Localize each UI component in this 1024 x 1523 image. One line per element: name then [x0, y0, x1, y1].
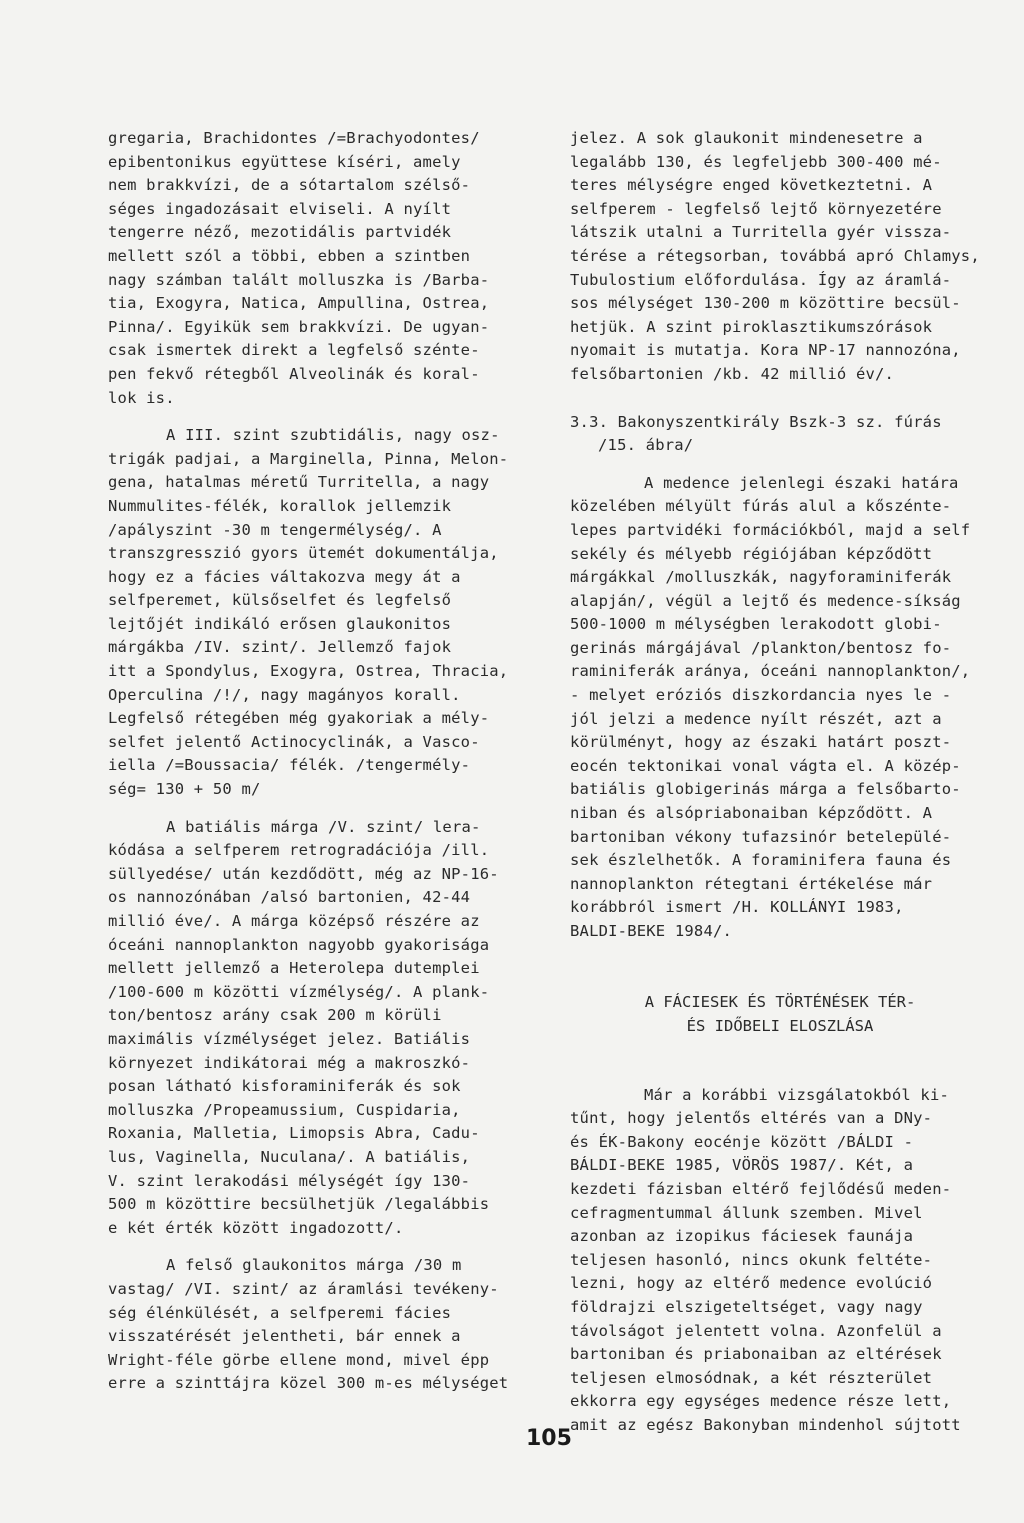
text-line: trigák padjai, a Marginella, Pinna, Melon-: [108, 449, 509, 468]
text-line: gregaria, Brachidontes /=Brachyodontes/: [108, 129, 480, 147]
text-line: és ÉK-Bakony eocénje között /BÁLDI -: [570, 1132, 914, 1151]
text-line: kódása a selfperem retrogradációja /ill.: [108, 841, 490, 860]
text-line: közelében mélyült fúrás alul a kőszénte-: [570, 497, 952, 516]
text-line: Már a korábbi vizsgálatokból ki-: [644, 1085, 950, 1104]
text-line: Tubulostium előfordulása. Így az áramlá-: [570, 270, 952, 289]
text-line: ton/bentosz arány csak 200 m körüli: [108, 1006, 442, 1025]
text-line: sos mélységet 130-200 m közöttire becsül-: [570, 294, 961, 313]
section-gap: [570, 944, 990, 990]
paragraph-gap: [108, 1240, 516, 1254]
text-line: környezet indikátorai még a makroszkó-: [108, 1053, 471, 1072]
text-line: jól jelzi a medence nyílt részét, azt a: [570, 709, 942, 728]
page-number: 105: [526, 1426, 572, 1451]
text-line: azonban az izopikus fáciesek faunája: [570, 1227, 914, 1246]
left-column: [108, 127, 516, 1396]
section-title-line: 3.3. Bakonyszentkirály Bszk-3 sz. fúrás: [570, 412, 942, 431]
section-gap: [570, 1038, 990, 1084]
text-line: molluszka /Propeamussium, Cuspidaria,: [108, 1100, 461, 1119]
text-line: séges ingadozásait elviseli. A nyílt: [108, 199, 452, 218]
text-line: körülményt, hogy az északi határt poszt-: [570, 733, 952, 752]
text-line: pen fekvő rétegből Alveolinák és koral-: [108, 364, 480, 383]
text-line: teljesen hasonló, nincs okunk feltéte-: [570, 1250, 933, 1269]
section-title: [570, 411, 990, 458]
paragraph-right-1: [570, 127, 990, 387]
text-line: selfperem - legfelső lejtő környezetére: [570, 199, 942, 218]
paragraph-left-4: [108, 1254, 516, 1396]
paragraph-gap: [570, 458, 990, 472]
text-line: távolságot jelentett volna. Azonfelül a: [570, 1321, 942, 1340]
text-line: eocén tektonikai vonal vágta el. A közép-: [570, 756, 961, 775]
chapter-title-line: A FÁCIESEK ÉS TÖRTÉNÉSEK TÉR-: [644, 992, 916, 1011]
text-line: teres mélységre enged következtetni. A: [570, 176, 933, 195]
text-line: felsőbartonien /kb. 42 millió év/.: [570, 364, 895, 383]
text-line: mellett jellemző a Heterolepa dutemplei: [108, 959, 480, 978]
paragraph-gap: [108, 802, 516, 816]
text-line: lus, Vaginella, Nuculana/. A batiális,: [108, 1147, 471, 1166]
text-line: lok is.: [108, 388, 175, 407]
text-line: Wright-féle görbe ellene mond, mivel épp: [108, 1350, 490, 1369]
right-column: [570, 127, 990, 1438]
text-line: - melyet eróziós diszkordancia nyes le -: [570, 686, 952, 705]
paragraph-right-3: [570, 1084, 990, 1438]
text-line: óceáni nannoplankton nagyobb gyakorisága: [108, 935, 490, 954]
text-line: ség élénkülését, a selfperemi fácies: [108, 1303, 452, 1322]
text-line: os nannozónában /alsó bartonien, 42-44: [108, 888, 471, 907]
text-line: itt a Spondylus, Exogyra, Ostrea, Thracia,: [108, 662, 509, 681]
text-line: gena, hatalmas méretű Turritella, a nagy: [108, 473, 490, 492]
text-line: bartoniban vékony tufazsinór betelepülé-: [570, 827, 952, 846]
text-line: erre a szinttájra közel 300 m-es mélységet: [108, 1374, 509, 1393]
text-line: batiális globigerinás márga a felsőbarto-: [570, 780, 961, 799]
text-line: tűnt, hogy jelentős eltérés van a DNy-: [570, 1109, 933, 1128]
text-line: 500 m közöttire becsülhetjük /legalábbis: [108, 1195, 490, 1214]
text-line: maximális vízmélységet jelez. Batiális: [108, 1029, 471, 1048]
text-line: nyomait is mutatja. Kora NP-17 nannozóna,: [570, 341, 961, 360]
text-line: niban és alsópriabonaiban képződött. A: [570, 804, 933, 823]
text-line: selfet jelentő Actinocyclinák, a Vasco-: [108, 732, 480, 751]
text-line: lezni, hogy az eltérő medence evolúció: [570, 1274, 933, 1293]
text-line: epibentonikus együttese kíséri, amely: [108, 152, 461, 171]
text-line: BÁLDI-BEKE 1985, VÖRÖS 1987/. Két, a: [570, 1156, 914, 1175]
section-gap: [570, 387, 990, 411]
text-line: gerinás márgájával /plankton/bentosz fo-: [570, 638, 952, 657]
text-line: selfperemet, külsőselfet és legfelső: [108, 591, 452, 610]
text-line: millió éve/. A márga középső részére az: [108, 912, 480, 930]
text-line: alapján/, végül a lejtő és medence-síkság: [570, 591, 961, 610]
text-line: süllyedése/ után kezdődött, még az NP-16-: [108, 864, 499, 883]
text-line: térése a rétegsorban, továbbá apró Chlamys,: [570, 246, 980, 265]
text-line: 500-1000 m mélységben lerakodott globi-: [570, 615, 942, 634]
text-line: csak ismertek direkt a legfelső szénte-: [108, 341, 480, 360]
text-line: Pinna/. Egyikük sem brakkvízi. De ugyan-: [108, 317, 490, 336]
text-line: kezdeti fázisban eltérő fejlődésű meden-: [570, 1179, 952, 1198]
text-line: ség= 130 + 50 m/: [108, 780, 261, 799]
text-line: hogy ez a fácies váltakozva megy át a: [108, 567, 461, 586]
text-line: bartoniban és priabonaiban az eltérések: [570, 1345, 942, 1364]
text-line: látszik utalni a Turritella gyér vissza-: [570, 223, 952, 242]
text-line: transzgresszió gyors ütemét dokumentálja,: [108, 544, 499, 563]
text-line: márgákba /IV. szint/. Jellemző fajok: [108, 638, 452, 657]
paragraph-right-2: [570, 472, 990, 944]
section-figure-ref: /15. ábra/: [598, 436, 694, 455]
text-line: tengerre néző, mezotidális partvidék: [108, 223, 452, 242]
text-line: vastag/ /VI. szint/ az áramlási tevékeny-: [108, 1279, 499, 1298]
text-line: A medence jelenlegi északi határa: [644, 473, 959, 492]
text-line: V. szint lerakodási mélységét így 130-: [108, 1171, 471, 1190]
text-line: cefragmentummal állunk szemben. Mivel: [570, 1203, 923, 1222]
text-line: posan látható kisforaminiferák és sok: [108, 1077, 461, 1096]
text-line: Legfelső rétegében még gyakoriak a mély-: [108, 709, 490, 728]
text-line: legalább 130, és legfeljebb 300-400 mé-: [570, 152, 942, 171]
text-line: sek észlelhetők. A foraminifera fauna és: [570, 851, 952, 870]
text-line: teljesen elmosódnak, a két részterület: [570, 1368, 933, 1387]
chapter-title-line: ÉS IDŐBELI ELOSZLÁSA: [686, 1016, 874, 1035]
text-line: márgákkal /molluszkák, nagyforaminiferák: [570, 568, 952, 587]
text-line: e két érték között ingadozott/.: [108, 1218, 404, 1237]
text-line: tia, Exogyra, Natica, Ampullina, Ostrea,: [108, 294, 490, 313]
paragraph-left-2: [108, 424, 516, 802]
text-line: nannoplankton rétegtani értékelése már: [570, 874, 933, 893]
text-line: nagy számban talált molluszka is /Barba-: [108, 270, 490, 289]
text-line: nem brakkvízi, de a sótartalom szélső-: [108, 176, 471, 195]
paragraph-left-1: [108, 127, 516, 410]
text-line: jelez. A sok glaukonit mindenesetre a: [570, 129, 923, 147]
text-line: amit az egész Bakonyban mindenhol sújtott: [570, 1415, 961, 1434]
text-line: hetjük. A szint piroklasztikumszórások: [570, 317, 933, 336]
text-line: korábbról ismert /H. KOLLÁNYI 1983,: [570, 898, 904, 917]
text-line: lepes partvidéki formációkból, majd a self: [570, 520, 971, 539]
text-line: visszatérését jelentheti, bár ennek a: [108, 1327, 461, 1346]
text-line: /100-600 m közötti vízmélység/. A plank-: [108, 982, 490, 1001]
text-line: raminiferák aránya, óceáni nannoplankton/,: [570, 662, 971, 681]
text-line: mellett szól a többi, ebben a szintben: [108, 246, 471, 265]
chapter-title: [570, 990, 990, 1038]
text-line: /apályszint -30 m tengermélység/. A: [108, 520, 442, 539]
text-line: A batiális márga /V. szint/ lera-: [166, 817, 481, 836]
text-line: A III. szint szubtidális, nagy osz-: [166, 426, 500, 445]
text-line: földrajzi elszigeteltséget, vagy nagy: [570, 1297, 923, 1316]
text-line: sekély és mélyebb régiójában képződött: [570, 544, 933, 563]
text-line: ekkorra egy egységes medence része lett,: [570, 1392, 952, 1411]
text-line: iella /=Boussacia/ félék. /tengermély-: [108, 756, 471, 775]
text-line: A felső glaukonitos márga /30 m: [166, 1256, 462, 1275]
text-line: Roxania, Malletia, Limopsis Abra, Cadu-: [108, 1124, 480, 1143]
text-line: Operculina /!/, nagy magányos korall.: [108, 685, 461, 704]
paragraph-gap: [108, 410, 516, 424]
text-line: BALDI-BEKE 1984/.: [570, 922, 733, 940]
text-line: lejtőjét indikáló erősen glaukonitos: [108, 614, 452, 633]
text-line: Nummulites-félék, korallok jellemzik: [108, 496, 452, 515]
paragraph-left-3: [108, 816, 516, 1241]
